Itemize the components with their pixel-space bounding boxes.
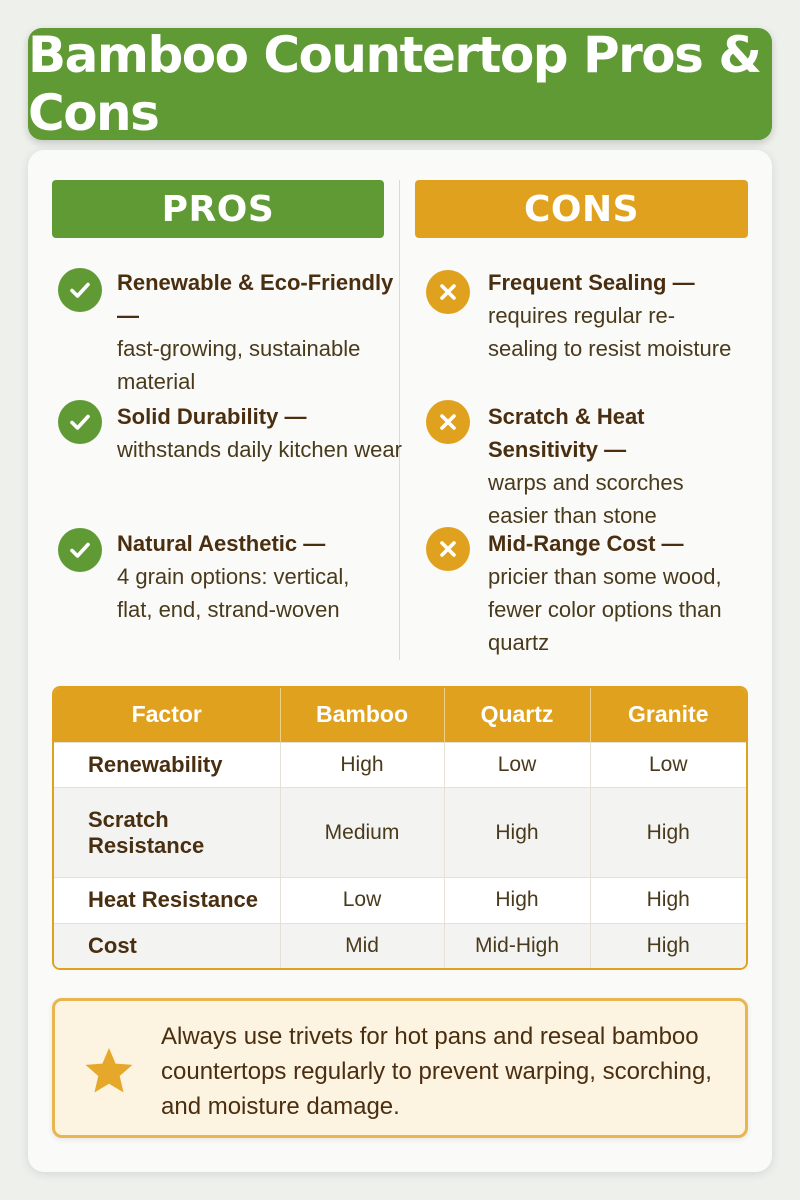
content-card [28,150,772,1172]
table-cell: High [444,788,590,878]
x-icon [426,400,470,444]
check-icon [58,400,102,444]
table-cell: Heat Resistance [54,877,280,923]
table-header: Factor [54,688,280,742]
pros-item-head: Solid Durability — [117,404,307,429]
cons-item-head: Scratch & Heat Sensitivity — [488,404,645,462]
table-cell: High [590,788,746,878]
table-cell: Low [280,877,444,923]
check-icon [58,528,102,572]
table-cell: Mid [280,923,444,968]
pros-item [117,400,417,466]
title-banner [28,28,772,140]
table-cell: Mid-High [444,923,590,968]
cons-item-head: Frequent Sealing — [488,270,695,295]
cons-item-body: warps and scorches easier than stone [488,470,684,528]
pros-item-body: fast-growing, sustainable material [117,336,361,394]
table-cell: Low [590,742,746,788]
tip-callout [52,998,748,1138]
table-cell: Renewability [54,742,280,788]
table-header: Quartz [444,688,590,742]
table-row [54,923,746,968]
table-header: Bamboo [280,688,444,742]
table-cell: High [444,877,590,923]
pros-item-head: Renewable & Eco-Friendly — [117,270,394,328]
check-icon [58,268,102,312]
pros-item-body: 4 grain options: vertical, flat, end, strand-woven [117,564,350,622]
table-cell: Cost [54,923,280,968]
cons-header: CONS [415,180,748,238]
pros-header: PROS [52,180,384,238]
pros-item [117,527,377,626]
tip-text: Always use trivets for hot pans and reseal bamboo countertops regularly to prevent warping, scorching, and moisture damage. [161,1023,712,1120]
cons-item-body: pricier than some wood, fewer color options than quartz [488,564,722,655]
table-cell: Scratch Resistance [54,788,280,878]
table-row [54,788,746,878]
table-header-row [54,688,746,742]
cons-item [488,400,758,532]
table-cell: High [590,877,746,923]
page-title: Bamboo Countertop Pros & Cons [28,26,761,142]
cons-item-body: requires regular re-sealing to resist moisture [488,303,732,361]
comparison-table [52,686,748,970]
table-header: Granite [590,688,746,742]
table-cell: High [280,742,444,788]
x-icon [426,270,470,314]
cons-item-head: Mid-Range Cost — [488,531,684,556]
pros-item [117,266,417,398]
pros-item-body: withstands daily kitchen wear [117,437,402,462]
star-icon [83,1045,135,1097]
table-cell: Medium [280,788,444,878]
pros-item-head: Natural Aesthetic — [117,531,326,556]
cons-item [488,527,723,659]
table-row [54,877,746,923]
cons-item [488,266,738,365]
table-row [54,742,746,788]
table-cell: Low [444,742,590,788]
x-icon [426,527,470,571]
table-cell: High [590,923,746,968]
